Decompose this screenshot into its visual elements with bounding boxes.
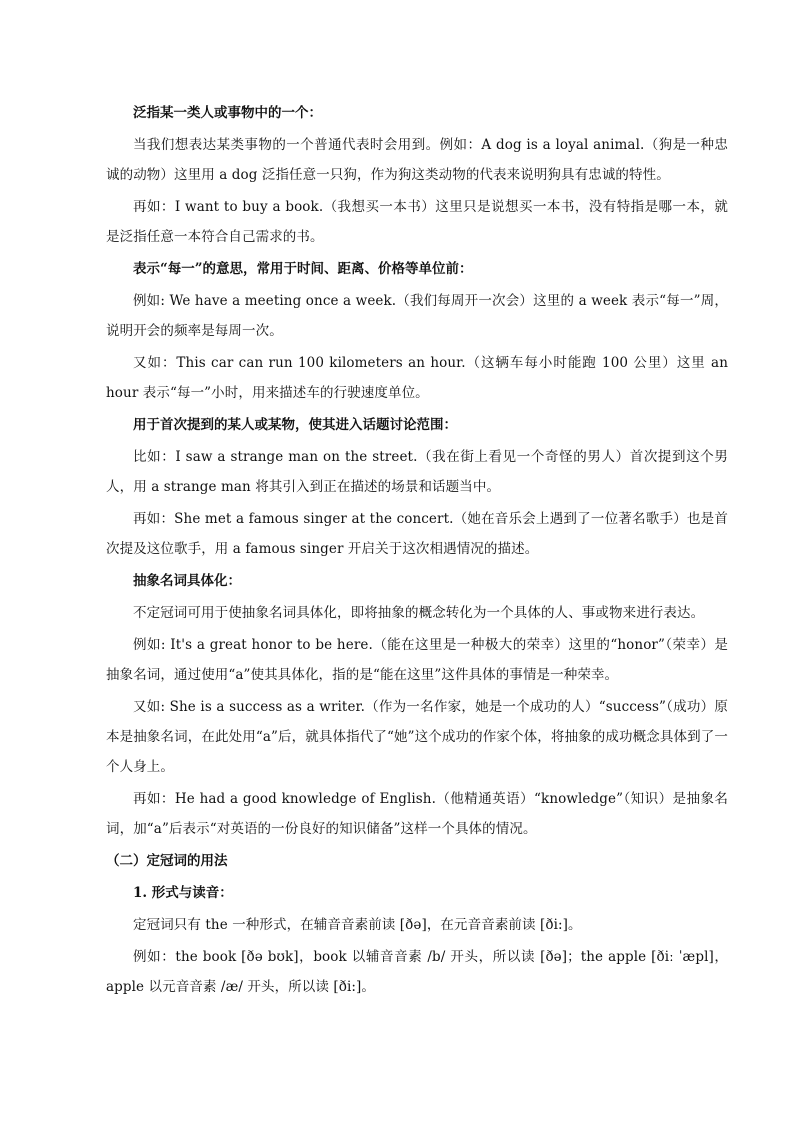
section-heading: 泛指某一类人或事物中的一个：	[133, 105, 322, 121]
section-heading: 1. 形式与读音：	[133, 885, 233, 901]
paragraph: 当我们想表达某类事物的一个普通代表时会用到。例如：A dog is a loyal animal.（狗是一种忠诚的动物）这里用 a dog 泛指任意一只狗，作为狗这类动物的代表来说明狗具有忠诚的特性。	[106, 137, 728, 183]
paragraph: 又如: She is a success as a writer.（作为一名作家，她是一个成功的人）“success”（成功）原本是抽象名词，在此处用“a”后，就具体指代了“她”这个成功的作家个体，将抽象的成功概念具体到了一个人身上。	[106, 699, 728, 775]
paragraph: 比如：I saw a strange man on the street.（我在街上看见一个奇怪的男人）首次提到这个男人，用 a strange man 将其引入到正在描述的场景和话题当中。	[106, 449, 728, 495]
section-heading: 用于首次提到的某人或某物，使其进入话题讨论范围：	[133, 417, 457, 433]
paragraph: 再如：He had a good knowledge of English.（他精通英语）“knowledge”（知识）是抽象名词，加“a”后表示“对英语的一份良好的知识储备”这样一个具体的情况。	[106, 791, 728, 837]
section-heading: 抽象名词具体化：	[133, 573, 241, 589]
paragraph: 又如：This car can run 100 kilometers an hour.（这辆车每小时能跑 100 公里）这里 an hour 表示“每一”小时，用来描述车的行驶速度单位。	[106, 355, 728, 401]
paragraph: 再如：I want to buy a book.（我想买一本书）这里只是说想买一本书，没有特指是哪一本，就是泛指任意一本符合自己需求的书。	[106, 199, 728, 245]
paragraph: 再如：She met a famous singer at the concert.（她在音乐会上遇到了一位著名歌手）也是首次提及这位歌手，用 a famous singer 开启关于这次相遇情况的描述。	[106, 511, 728, 557]
document-body	[106, 98, 728, 1004]
paragraph: 不定冠词可用于使抽象名词具体化，即将抽象的概念转化为一个具体的人、事或物来进行表达。	[133, 605, 705, 621]
paragraph: 例如：the book [ðə bʊk]，book 以辅音音素 /b/ 开头，所以读 [ðə]；the apple [ðiː ˈæpl]，apple 以元音音素 /æ/ 开头，所以读 [ði:]。	[106, 949, 728, 995]
chapter-heading: （二）定冠词的用法	[106, 853, 228, 869]
paragraph: 例如: We have a meeting once a week.（我们每周开一次会）这里的 a week 表示“每一”周，说明开会的频率是每周一次。	[106, 293, 728, 339]
paragraph: 定冠词只有 the 一种形式，在辅音音素前读 [ðə]，在元音音素前读 [ði:]。	[133, 917, 582, 933]
section-heading: 表示“每一”的意思，常用于时间、距离、价格等单位前：	[133, 261, 473, 277]
paragraph: 例如: It's a great honor to be here.（能在这里是一种极大的荣幸）这里的“honor”（荣幸）是抽象名词，通过使用“a”使其具体化，指的是“能在这里”这件具体的事情是一种荣幸。	[106, 637, 728, 683]
